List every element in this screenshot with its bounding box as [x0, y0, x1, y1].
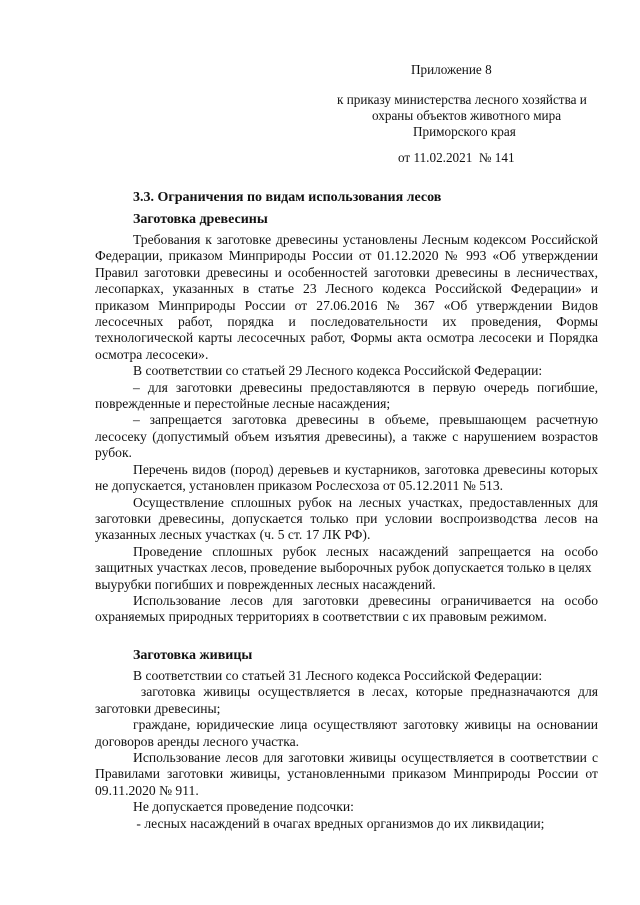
paragraph: Не допускается проведение подсочки: — [133, 799, 354, 815]
list-item: – для заготовки древесины предоставляются в первую очередь погибшие, поврежденные и перестойные лесные насаждения; — [95, 379, 598, 412]
subsection-title-timber: Заготовка древесины — [133, 212, 268, 227]
list-item: – запрещается заготовка древесины в объеме, превышающем расчетную лесосеку (допустимый объем изъятия древесины), а также с нарушением возрастов рубок. — [95, 412, 598, 461]
paragraph: В соответствии со статьей 29 Лесного кодекса Российской Федерации: — [133, 363, 543, 379]
appendix-label: Приложение 8 — [411, 62, 492, 77]
paragraph: Использование лесов для заготовки живицы осуществляется в соответствии с Правилами заготовки живицы, установленными приказом Минприроды России от 09.11.2020 № 911. — [95, 750, 598, 798]
paragraph: В соответствии со статьей 31 Лесного кодекса Российской Федерации: — [133, 668, 543, 683]
list-item: граждане, юридические лица осуществляют заготовку живицы на основании договоров аренды лесного участка. — [95, 717, 598, 749]
list-item: - лесных насаждений в очагах вредных организмов до их ликвидации; — [133, 815, 545, 831]
subsection-title-resin: Заготовка живицы — [133, 648, 253, 663]
order-reference-line-3: Приморского края — [413, 124, 516, 139]
paragraph: Требования к заготовке древесины установлены Лесным кодексом Российской Федерации, приказом Минприроды России от 01.12.2020 № 993 «Об утверждении Правил заготовки древесины и особенностей заготовки древесины в лесничествах, лесопарках, указанных в статье 23 Лесного кодекса Российской Федерации» и приказом Минприроды России от 27.06.2016 № 367 «Об утверждении Видов лесосечных работ, порядка и последовательности их проведения, Формы технологической карты лесосечных работ, Формы акта осмотра лесосеки и Порядка осмотра лесосеки». — [95, 232, 598, 362]
paragraph: Проведение сплошных рубок лесных насаждений запрещается на особо защитных участках лесов, проведение выборочных рубок допускается только в целях — [95, 543, 598, 576]
paragraph: Перечень видов (пород) деревьев и кустарников, заготовка древесины которых не допускается, установлен приказом Рослесхоза от 05.12.2011 № 513. — [95, 461, 598, 494]
resin-section-body — [95, 668, 602, 832]
list-item: заготовка живицы осуществляется в лесах, которые предназначаются для заготовки древесины; — [95, 684, 602, 716]
section-title: 3.3. Ограничения по видам использования лесов — [133, 190, 442, 205]
order-reference-line-2: охраны объектов животного мира — [372, 108, 562, 123]
paragraph: Осуществление сплошных рубок на лесных участках, предоставленных для заготовки древесины, допускается только при условии воспроизводства лесов на указанных лесных участках (ч. 5 ст. 17 ЛК РФ). — [95, 494, 598, 543]
paragraph: Использование лесов для заготовки древесины ограничивается на особо охраняемых природных территориях в соответствии с их правовым режимом. — [95, 592, 598, 625]
order-date-number: от 11.02.2021 № 141 — [398, 150, 515, 165]
paragraph-continuation: выурубки погибших и поврежденных лесных насаждений. — [95, 576, 436, 592]
order-reference-line-1: к приказу министерства лесного хозяйства и — [337, 92, 587, 107]
timber-section-body — [95, 232, 598, 626]
